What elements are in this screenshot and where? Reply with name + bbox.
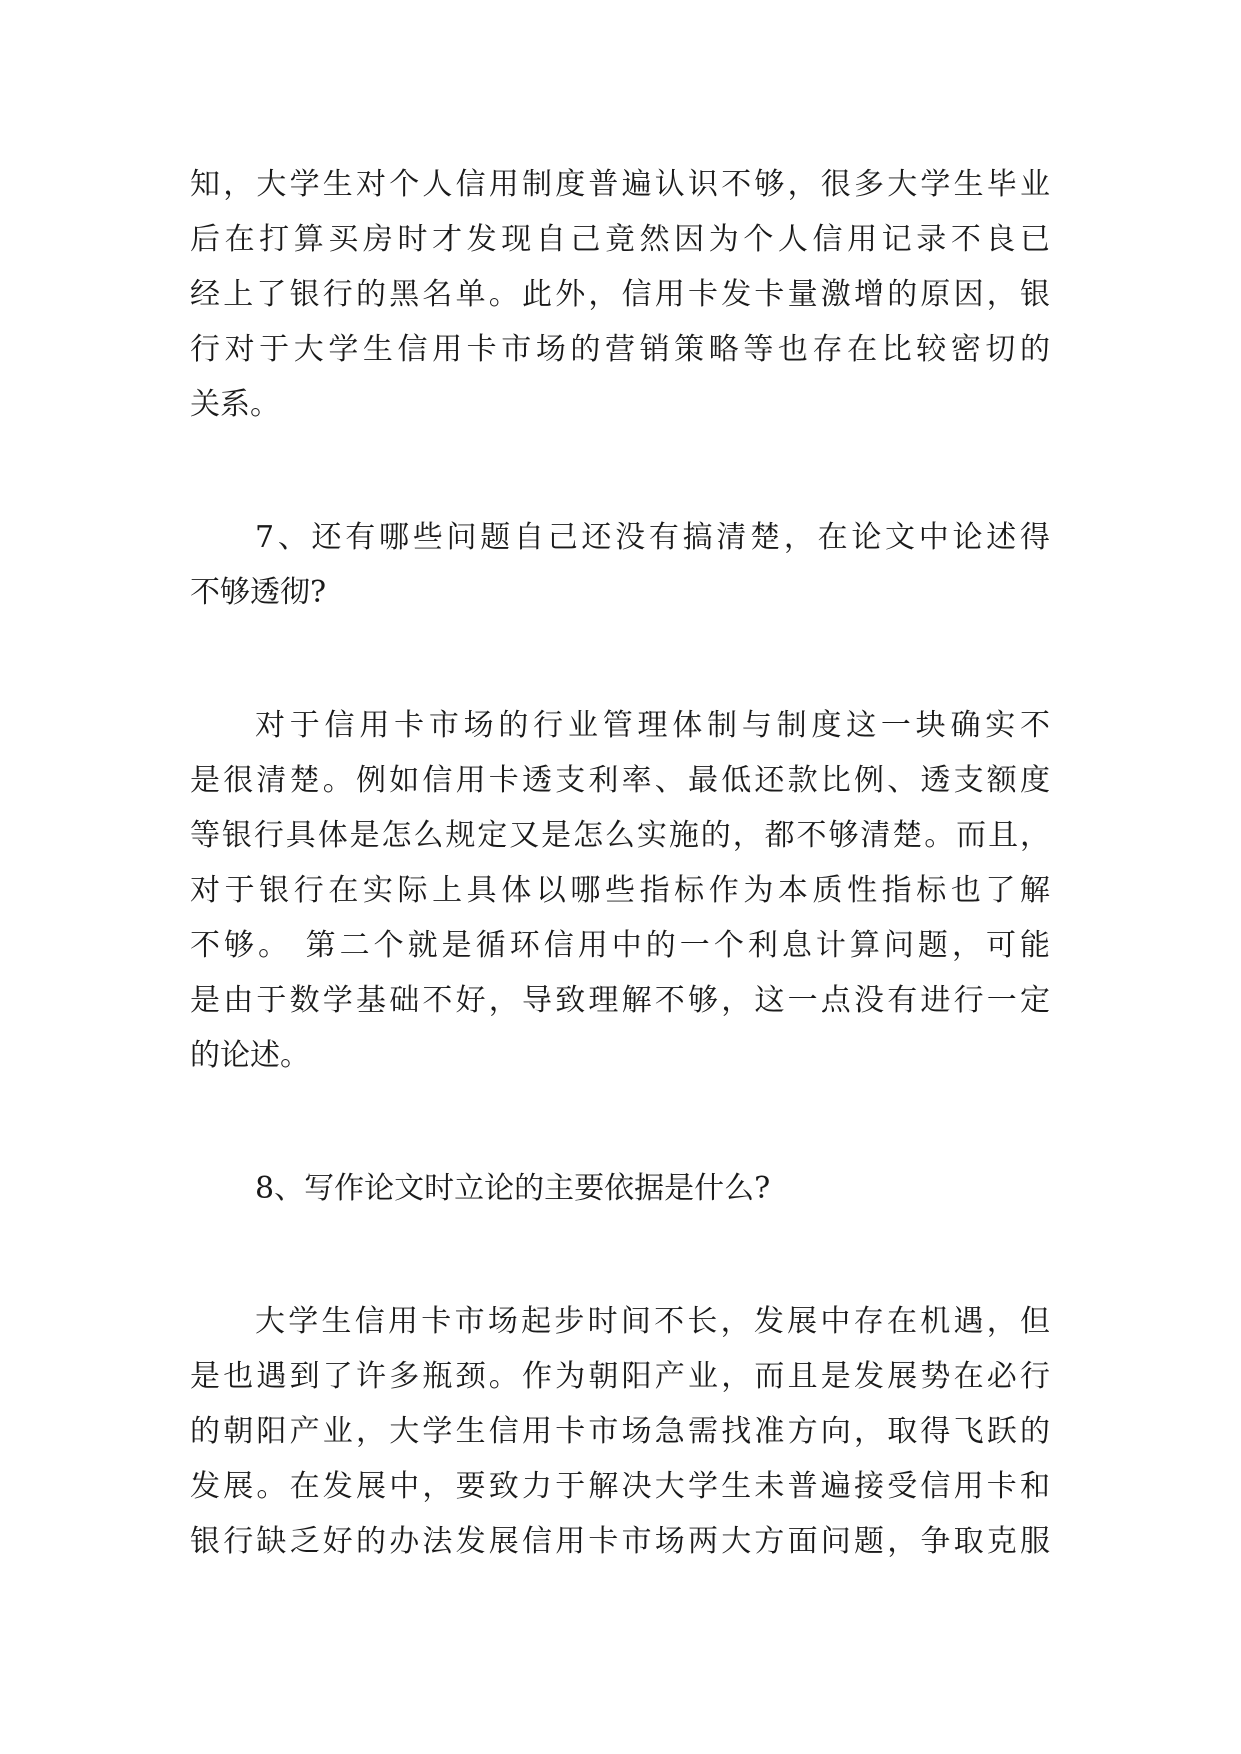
text-line: 是很清楚。例如信用卡透支利率、最低还款比例、透支额度 — [190, 763, 1050, 798]
text-line: 的朝阳产业，大学生信用卡市场急需找准方向，取得飞跃的 — [190, 1414, 1050, 1449]
text-line: 不够透彻? — [190, 575, 327, 610]
text-line: 8、写作论文时立论的主要依据是什么? — [255, 1171, 771, 1206]
text-line: 经上了银行的黑名单。此外，信用卡发卡量激增的原因，银 — [190, 277, 1050, 312]
text-line: 行对于大学生信用卡市场的营销策略等也存在比较密切的 — [190, 332, 1050, 367]
text-line: 7、还有哪些问题自己还没有搞清楚，在论文中论述得 — [255, 520, 1050, 555]
text-line: 关系。 — [190, 387, 280, 422]
text-line: 知，大学生对个人信用制度普遍认识不够，很多大学生毕业 — [190, 167, 1050, 202]
text-line: 是也遇到了许多瓶颈。作为朝阳产业，而且是发展势在必行 — [190, 1359, 1050, 1394]
text-line: 的论述。 — [190, 1038, 310, 1073]
text-line: 对于信用卡市场的行业管理体制与制度这一块确实不 — [255, 708, 1050, 743]
text-line: 发展。在发展中，要致力于解决大学生未普遍接受信用卡和 — [190, 1469, 1050, 1504]
text-line: 大学生信用卡市场起步时间不长，发展中存在机遇，但 — [255, 1304, 1050, 1339]
text-line: 银行缺乏好的办法发展信用卡市场两大方面问题，争取克服 — [190, 1524, 1050, 1559]
text-line: 不够。 第二个就是循环信用中的一个利息计算问题，可能 — [190, 928, 1050, 963]
text-line: 对于银行在实际上具体以哪些指标作为本质性指标也了解 — [190, 873, 1050, 908]
text-line: 等银行具体是怎么规定又是怎么实施的，都不够清楚。而且， — [190, 818, 1050, 853]
text-line: 是由于数学基础不好，导致理解不够，这一点没有进行一定 — [190, 983, 1050, 1018]
text-line: 后在打算买房时才发现自己竟然因为个人信用记录不良已 — [190, 222, 1050, 257]
